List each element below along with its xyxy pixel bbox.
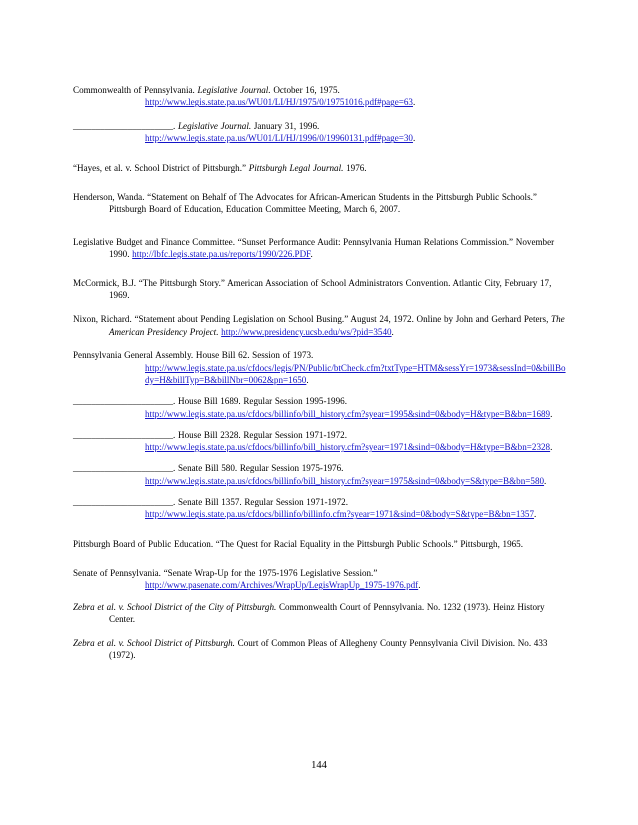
citation-author-rule: ______________________. [73, 396, 176, 407]
citation-entry [73, 462, 568, 487]
citation-entry [73, 601, 568, 626]
citation-link-trailing: . [391, 326, 394, 337]
citation-link-trailing: . [534, 509, 537, 520]
citation-author: Pennsylvania General Assembly. [73, 350, 194, 361]
citation-title-italic: The American Presidency Project. [109, 314, 565, 337]
citation-quoted-title: “The Pittsburgh Story.” [138, 278, 225, 289]
citation-entry [73, 567, 568, 592]
citation-publication-info: Senate Bill 580. Regular Session 1975-1976. [178, 463, 344, 474]
citation-quoted-title: “Statement on Behalf of The Advocates for African-American Students in the Pittsburgh Public Schools.” [147, 191, 537, 202]
citation-publication-info: November 1990. [109, 236, 555, 259]
citation-author-rule: ______________________. [73, 463, 176, 474]
citation-link-trailing: . [310, 248, 313, 259]
citation-author: Pittsburgh Board of Public Education. [73, 538, 214, 549]
citation-entry [73, 429, 568, 454]
citation-link[interactable]: http://www.legis.state.pa.us/cfdocs/legis/PN/Public/btCheck.cfm?txtType=HTM&sessYr=1973&sessInd=0&billBody=H&billTyp=B&billNbr=0062&pn=1650 [145, 362, 566, 385]
citation-link[interactable]: http://www.legis.state.pa.us/cfdocs/billinfo/bill_history.cfm?syear=1975&sind=0&body=S&type=B&bn=580 [145, 475, 545, 486]
citation-entry [73, 277, 568, 302]
citation-link-trailing: . [306, 374, 309, 385]
citation-publication-info: August 24, 1972. Online by John and Gerhard Peters, [350, 314, 549, 325]
citation-entry [73, 395, 568, 420]
citation-quoted-title: “Senate Wrap-Up for the 1975-1976 Legislative Session.” [163, 567, 378, 578]
citation-link[interactable]: http://www.legis.state.pa.us/cfdocs/billinfo/bill_history.cfm?syear=1971&sind=0&body=H&type=B&bn=2328 [145, 442, 551, 453]
citation-title-italic: Pittsburgh Legal Journal. [248, 162, 344, 173]
citation-title-italic: Zebra et al. v. School District of the City of Pittsburgh. [73, 601, 277, 612]
citation-author-rule: ______________________. [73, 497, 176, 508]
citation-author: McCormick, B.J. [73, 278, 137, 289]
citation-link-trailing: . [412, 97, 416, 108]
citation-link[interactable]: http://www.legis.state.pa.us/WU01/LI/HJ/1996/0/19960131.pdf#page=30 [145, 133, 413, 144]
citation-title-italic: Legislative Journal. [178, 121, 252, 132]
citation-author: Senate of Pennsylvania. [73, 567, 161, 578]
citation-link-trailing: . [550, 408, 553, 419]
citation-quoted-title: “Hayes, et al. v. School District of Pittsburgh.” [73, 162, 247, 173]
citation-publication-info: American Association of School Administrators Convention. Atlantic City, February 17, 1969. [109, 278, 552, 301]
citation-entry [73, 120, 568, 145]
citation-publication-info: Pittsburgh, 1965. [460, 538, 523, 549]
citation-link[interactable]: http://www.legis.state.pa.us/cfdocs/billinfo/bill_history.cfm?syear=1995&sind=0&body=H&type=B&bn=1689 [145, 408, 551, 419]
citation-publication-info: House Bill 1689. Regular Session 1995-1996. [178, 396, 347, 407]
citation-entry [73, 162, 568, 174]
citation-title-italic: Zebra et al. v. School District of Pittsburgh. [73, 637, 235, 648]
citation-link[interactable]: http://www.pasenate.com/Archives/WrapUp/LegisWrapUp_1975-1976.pdf [145, 580, 419, 591]
citation-author: Commonwealth of Pennsylvania. [73, 85, 195, 95]
citation-link-trailing: . [418, 580, 421, 591]
citation-date: January 31, 1996. [253, 121, 320, 132]
citation-link[interactable]: http://www.legis.state.pa.us/WU01/LI/HJ/1975/0/19751016.pdf#page=63 [145, 97, 413, 108]
citation-date: 1976. [346, 162, 367, 173]
citation-author: Nixon, Richard. [73, 314, 132, 325]
citation-link[interactable]: http://www.legis.state.pa.us/cfdocs/billinfo/billinfo.cfm?syear=1971&sind=0&body=S&type=B&bn=1357 [145, 509, 535, 520]
citation-entry [73, 236, 568, 261]
citation-link-trailing: . [544, 475, 547, 486]
citation-author-rule: ______________________. [73, 121, 176, 132]
citation-link[interactable]: http://lbfc.legis.state.pa.us/reports/1990/226.PDF [132, 248, 311, 259]
citation-entry [73, 538, 568, 550]
page-number: 144 [311, 760, 327, 771]
citation-author: Legislative Budget and Finance Committee. [73, 236, 235, 247]
citation-publication-info: House Bill 2328. Regular Session 1971-1972. [178, 429, 347, 440]
citation-quoted-title: “The Quest for Racial Equality in the Pittsburgh Public Schools.” [215, 538, 458, 549]
bibliography-list [73, 84, 568, 673]
citation-publication-info: Senate Bill 1357. Regular Session 1971-1972. [178, 497, 348, 508]
citation-author-rule: ______________________. [73, 429, 176, 440]
citation-author: Henderson, Wanda. [73, 191, 145, 202]
citation-publication-info: Commonwealth Court of Pennsylvania. No. 1232 (1973). Heinz History Center. [109, 601, 545, 624]
citation-entry [73, 349, 568, 386]
citation-quoted-title: “Sunset Performance Audit: Pennsylvania Human Relations Commission.” [237, 236, 514, 247]
citation-entry [73, 496, 568, 521]
citation-link-trailing: . [550, 442, 553, 453]
citation-quoted-title: “Statement about Pending Legislation on School Busing.” [134, 314, 349, 325]
citation-link-trailing: . [412, 133, 416, 144]
citation-title-italic: Legislative Journal. [197, 85, 271, 95]
citation-entry [73, 313, 568, 338]
citation-publication-info: Court of Common Pleas of Allegheny County Pennsylvania Civil Division. No. 433 (1972). [109, 637, 548, 660]
citation-entry [73, 191, 568, 216]
citation-publication-info: House Bill 62. Session of 1973. [195, 350, 314, 361]
citation-link[interactable]: http://www.presidency.ucsb.edu/ws/?pid=3540 [221, 326, 392, 337]
citation-entry [73, 637, 568, 662]
citation-publication-info: Pittsburgh Board of Education, Education Committee Meeting, March 6, 2007. [109, 204, 401, 215]
citation-date: October 16, 1975. [273, 85, 340, 95]
citation-entry [73, 84, 568, 109]
